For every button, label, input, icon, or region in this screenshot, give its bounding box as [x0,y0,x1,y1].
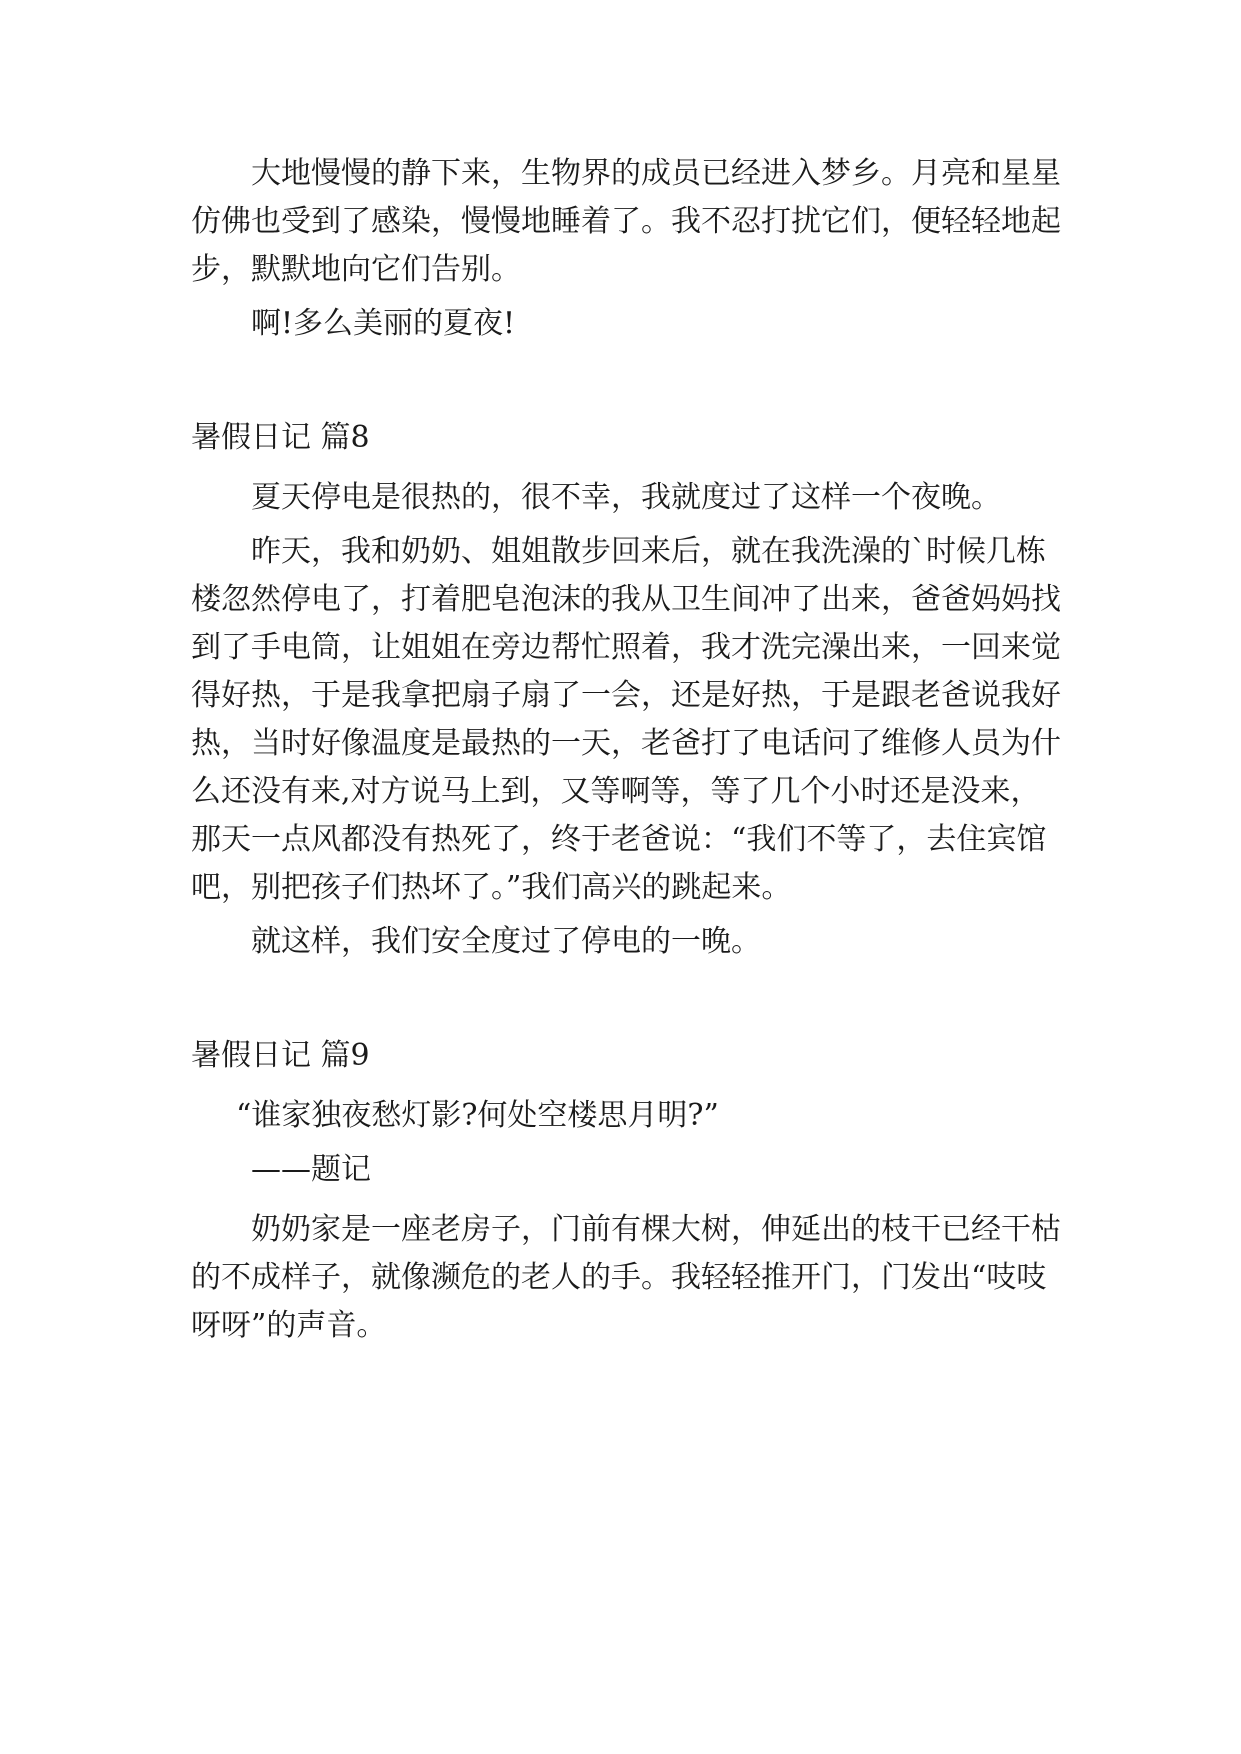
paragraph: 昨天，我和奶奶、姐姐散步回来后，就在我洗澡的`时候几栋楼忽然停电了，打着肥皂泡沫的我从卫生间冲了出来，爸爸妈妈找到了手电筒，让姐姐在旁边帮忙照着，我才洗完澡出来，一回来觉得好热，于是我拿把扇子扇了一会，还是好热，于是跟老爸说我好热，当时好像温度是最热的一天，老爸打了电话问了维修人员为什么还没有来,对方说马上到，又等啊等，等了几个小时还是没来，那天一点风都没有热死了，终于老爸说：“我们不等了，去住宾馆吧，别把孩子们热坏了。”我们高兴的跳起来。 [191,534,1061,905]
epigraph-quote: “谁家独夜愁灯影?何处空楼思月明?” [236,1098,719,1133]
epigraph-attribution: ——题记 [251,1152,371,1187]
paragraph: 大地慢慢的静下来，生物界的成员已经进入梦乡。月亮和星星仿佛也受到了感染，慢慢地睡着了。我不忍打扰它们，便轻轻地起步，默默地向它们告别。 [191,156,1061,287]
section-heading: 暑假日记 篇9 [191,1038,370,1073]
section-heading: 暑假日记 篇8 [191,420,370,455]
paragraph: 奶奶家是一座老房子，门前有棵大树，伸延出的枝干已经干枯的不成样子，就像濒危的老人的手。我轻轻推开门，门发出“吱吱呀呀”的声音。 [191,1212,1061,1343]
paragraph: 啊!多么美丽的夏夜! [251,306,516,341]
paragraph: 就这样，我们安全度过了停电的一晚。 [251,924,761,959]
paragraph: 夏天停电是很热的，很不幸，我就度过了这样一个夜晚。 [251,480,1001,515]
document-page [191,150,1061,1368]
